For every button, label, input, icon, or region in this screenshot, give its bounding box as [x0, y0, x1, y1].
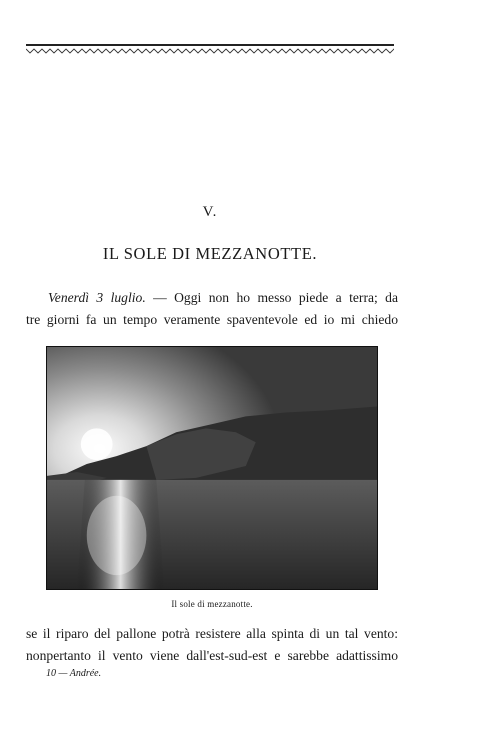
- paragraph-intro: [26, 287, 398, 331]
- paragraph-continued-line-1: se il riparo del pallone potrà resistere alla spinta di un tal vento:: [26, 626, 398, 641]
- date-heading: Venerdì 3 luglio.: [48, 290, 146, 305]
- photo-illustration: [47, 347, 377, 589]
- midnight-sun-photograph: [46, 346, 378, 590]
- chapter-number: V.: [202, 204, 218, 220]
- signature-mark: 10 — Andrée.: [46, 668, 102, 679]
- chapter-title: IL SOLE DI MEZZANOTTE.: [102, 244, 318, 263]
- top-rule: [26, 44, 394, 46]
- paragraph-intro-line-2: tre giorni fa un tempo veramente spaventevole ed io mi chiedo: [26, 312, 398, 327]
- paragraph-continued: [26, 623, 398, 667]
- paragraph-intro-line-1-text: — Oggi non ho messo piede a terra; da: [145, 290, 399, 305]
- figure-caption: Il sole di mezzanotte.: [171, 599, 253, 609]
- paragraph-intro-line-1: [26, 287, 398, 309]
- paragraph-continued-line-2: nonpertanto il vento viene dall'est-sud-est e sarebbe adattissimo: [26, 648, 398, 663]
- top-ornament-rule: [26, 47, 394, 55]
